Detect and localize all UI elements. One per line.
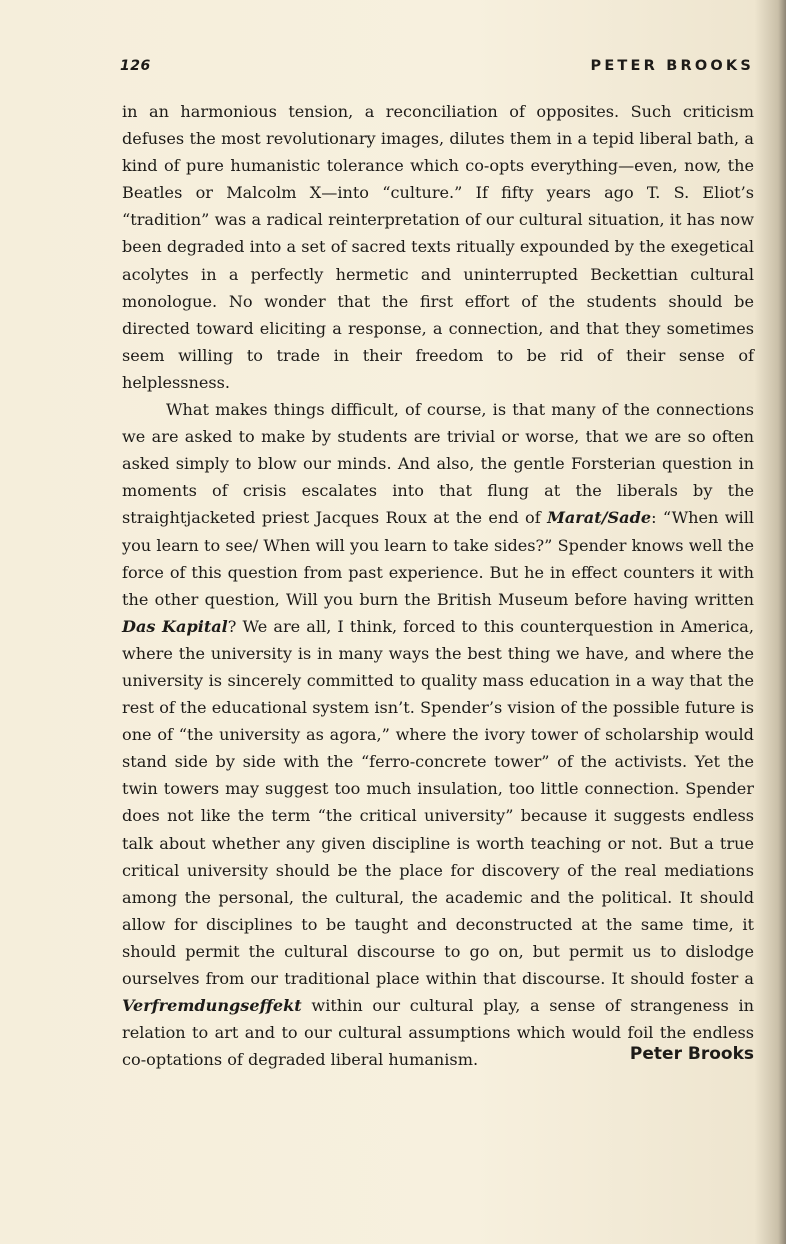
paragraph-1: in an harmonious tension, a reconciliation of opposites. Such criticism defuses the most revolutionary images, dilutes them in a tepid liberal bath, a kind of pure humanistic tolerance which co-opts everything—even, now, the Beatles or Malcolm X—into “culture.” If fifty years ago T. S. Eliot’s “tradition” was a radical reinterpretation of our cultural situation, it has now been degraded into a set of sacred texts ritually expounded by the exegetical acolytes in a perfectly hermetic and uninterrupted Beckettian cultural monologue. No wonder that the first effort of the students should be directed toward eliciting a response, a connection, and that they sometimes seem willing to trade in their freedom to be rid of their sense of helplessness. [122, 102, 754, 392]
term-verfremdungseffekt: Verfremdungseffekt [122, 996, 302, 1016]
title-marat-sade: Marat/Sade [547, 508, 652, 528]
author-signature: Peter Brooks [629, 1044, 754, 1064]
page-number: 126 [120, 58, 151, 74]
paragraph-2 [122, 396, 754, 1073]
paragraph-2-part-c: ? We are all, I think, forced to this counterquestion in America, where the university is in many ways the best thing we have, and where the university is sincerely committed to quality mass education in a way that the rest of the educational system isn’t. Spender’s vision of the possible future is one of “the university as agora,” where the ivory tower of scholarship would stand side by side with the “ferro-concrete tower” of the activists. Yet the twin towers may suggest too much insulation, too little connection. Spender does not like the term “the critical university” because it suggests endless talk about whether any given discipline is worth teaching or not. But a true critical university should be the place for discovery of the real mediations among the personal, the cultural, the academic and the political. It should allow for disciplines to be taught and deconstructed at the same time, it should permit the cultural discourse to go on, but permit us to dislodge ourselves from our traditional place within that discourse. It should foster a [122, 616, 754, 988]
paragraph-2-part-d: within our cultural play, a sense of strangeness in relation to art and to our cultural assumptions which would foil the endless co-optations of degraded liberal humanism. [122, 996, 754, 1070]
title-das-kapital: Das Kapital [122, 616, 228, 636]
paragraph-2-part-b: : “When will you learn to see/ When will you learn to take sides?” Spender knows well the force of this question from past experience. But he in effect counters it with the other question, Will you burn the British Museum before having written [122, 508, 754, 609]
body-text [122, 98, 754, 1073]
running-head [120, 58, 754, 80]
paragraph-2-part-a: What makes things difficult, of course, is that many of the connections we are asked to make by students are trivial or worse, that we are so often asked simply to blow our minds. And also, the gentle Forsterian question in moments of crisis escalates into that flung at the liberals by the straightjacketed priest Jacques Roux at the end of [122, 400, 754, 528]
running-title: PETER BROOKS [590, 58, 754, 74]
